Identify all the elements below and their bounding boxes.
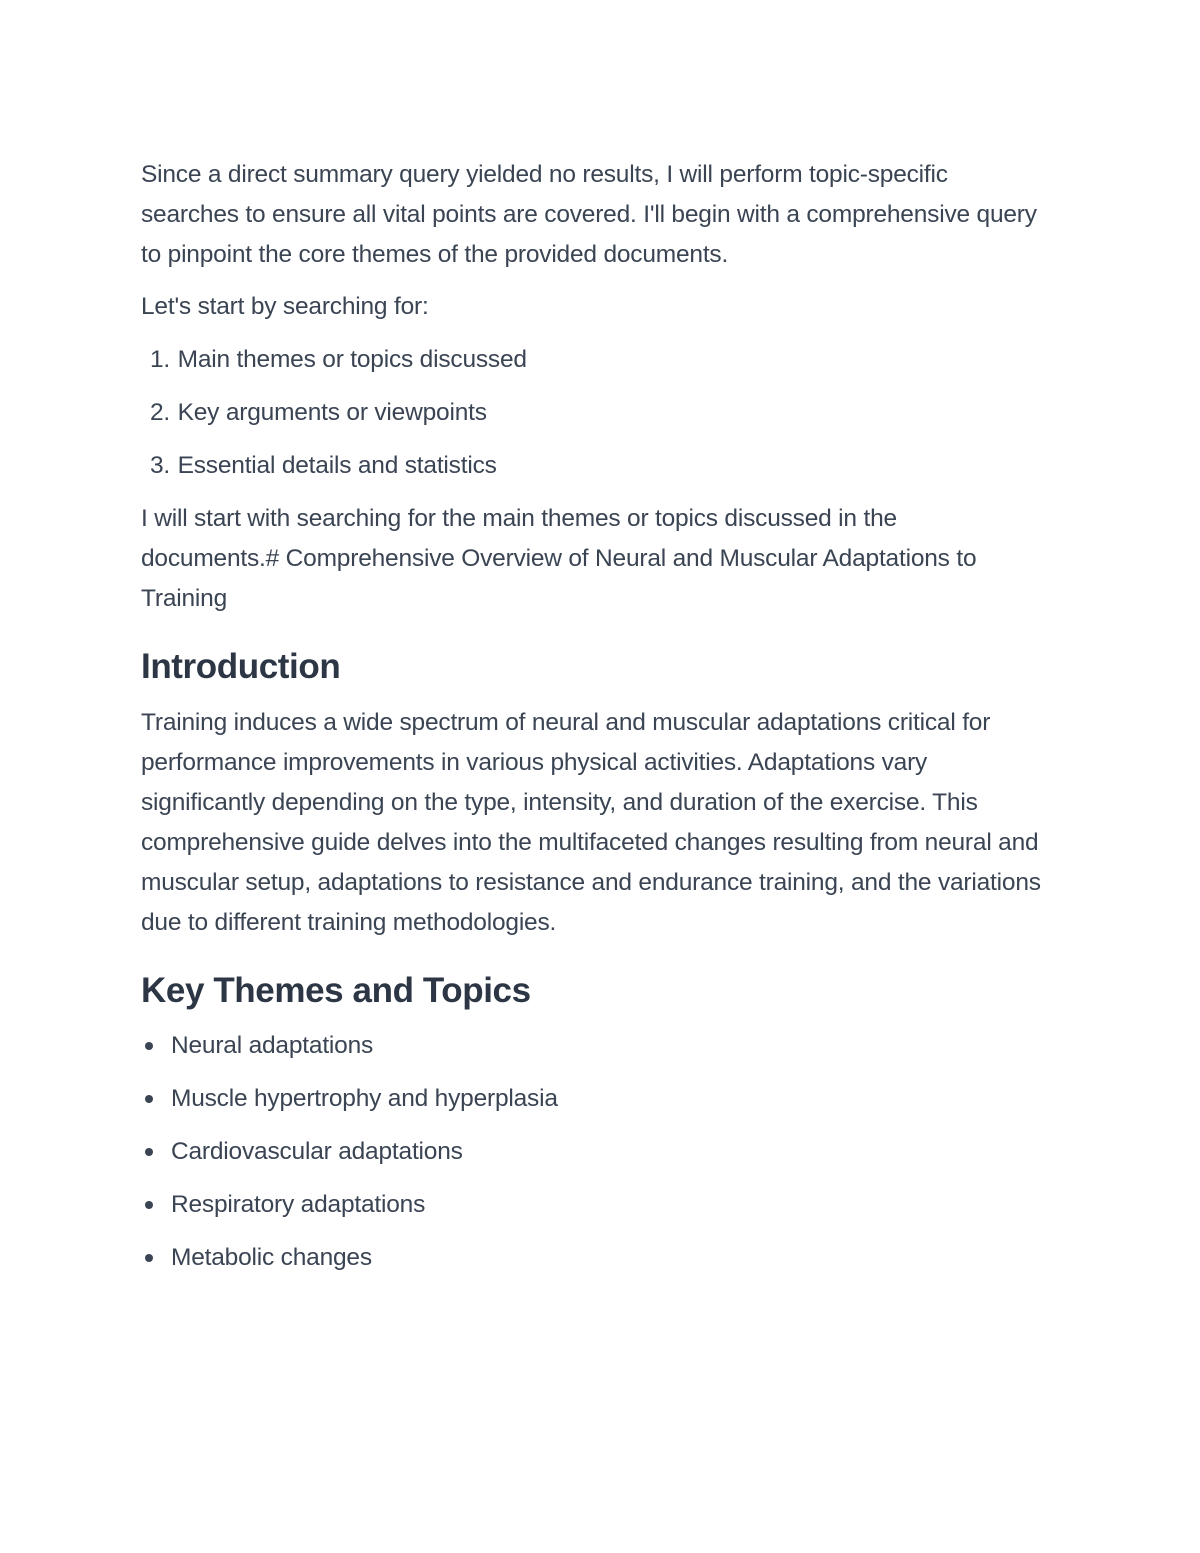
key-themes-list (141, 1026, 1041, 1278)
list-item-text: Respiratory adaptations (171, 1191, 426, 1218)
list-item (141, 1238, 1041, 1278)
document-page (141, 155, 1041, 1291)
bullet-icon (145, 1201, 153, 1209)
list-item-text: Main themes or topics discussed (177, 346, 527, 373)
introduction-body: Training induces a wide spectrum of neural and muscular adaptations critical for performance improvements in various physical activities. Adaptations vary significantly depending on the type, intensity, and duration of the exercise. This comprehensive guide delves into the multifaceted changes resulting from neural and muscular setup, adaptations to resistance and endurance training, and the variations due to different training methodologies. (141, 709, 1041, 936)
list-item (141, 340, 1041, 380)
search-steps-list (141, 340, 1041, 486)
list-item-text: Key arguments or viewpoints (177, 399, 487, 426)
list-number: 2. (149, 399, 170, 426)
list-item (141, 1079, 1041, 1119)
list-item-text: Cardiovascular adaptations (171, 1138, 463, 1165)
list-item-text: Metabolic changes (171, 1244, 372, 1271)
list-item (141, 1185, 1041, 1225)
list-item (141, 393, 1041, 433)
list-number: 3. (149, 452, 170, 479)
bullet-icon (145, 1254, 153, 1262)
list-item-text: Muscle hypertrophy and hyperplasia (171, 1085, 558, 1112)
after-list-paragraph: I will start with searching for the main themes or topics discussed in the documents.# Comprehensive Overview of Neural and Muscular Adaptations to Training (141, 505, 977, 612)
intro-paragraph: Since a direct summary query yielded no results, I will perform topic-specific searches to ensure all vital points are covered. I'll begin with a comprehensive query to pinpoint the core themes of the provided documents. (141, 161, 1037, 268)
introduction-heading: Introduction (141, 647, 341, 686)
list-item-text: Essential details and statistics (177, 452, 497, 479)
key-themes-heading: Key Themes and Topics (141, 971, 531, 1010)
list-item (141, 1026, 1041, 1066)
list-item-text: Neural adaptations (171, 1032, 374, 1059)
bullet-icon (145, 1042, 153, 1050)
list-number: 1. (149, 346, 170, 373)
bullet-icon (145, 1148, 153, 1156)
list-item (141, 446, 1041, 486)
list-item (141, 1132, 1041, 1172)
bullet-icon (145, 1095, 153, 1103)
lead-in-text: Let's start by searching for: (141, 293, 429, 320)
